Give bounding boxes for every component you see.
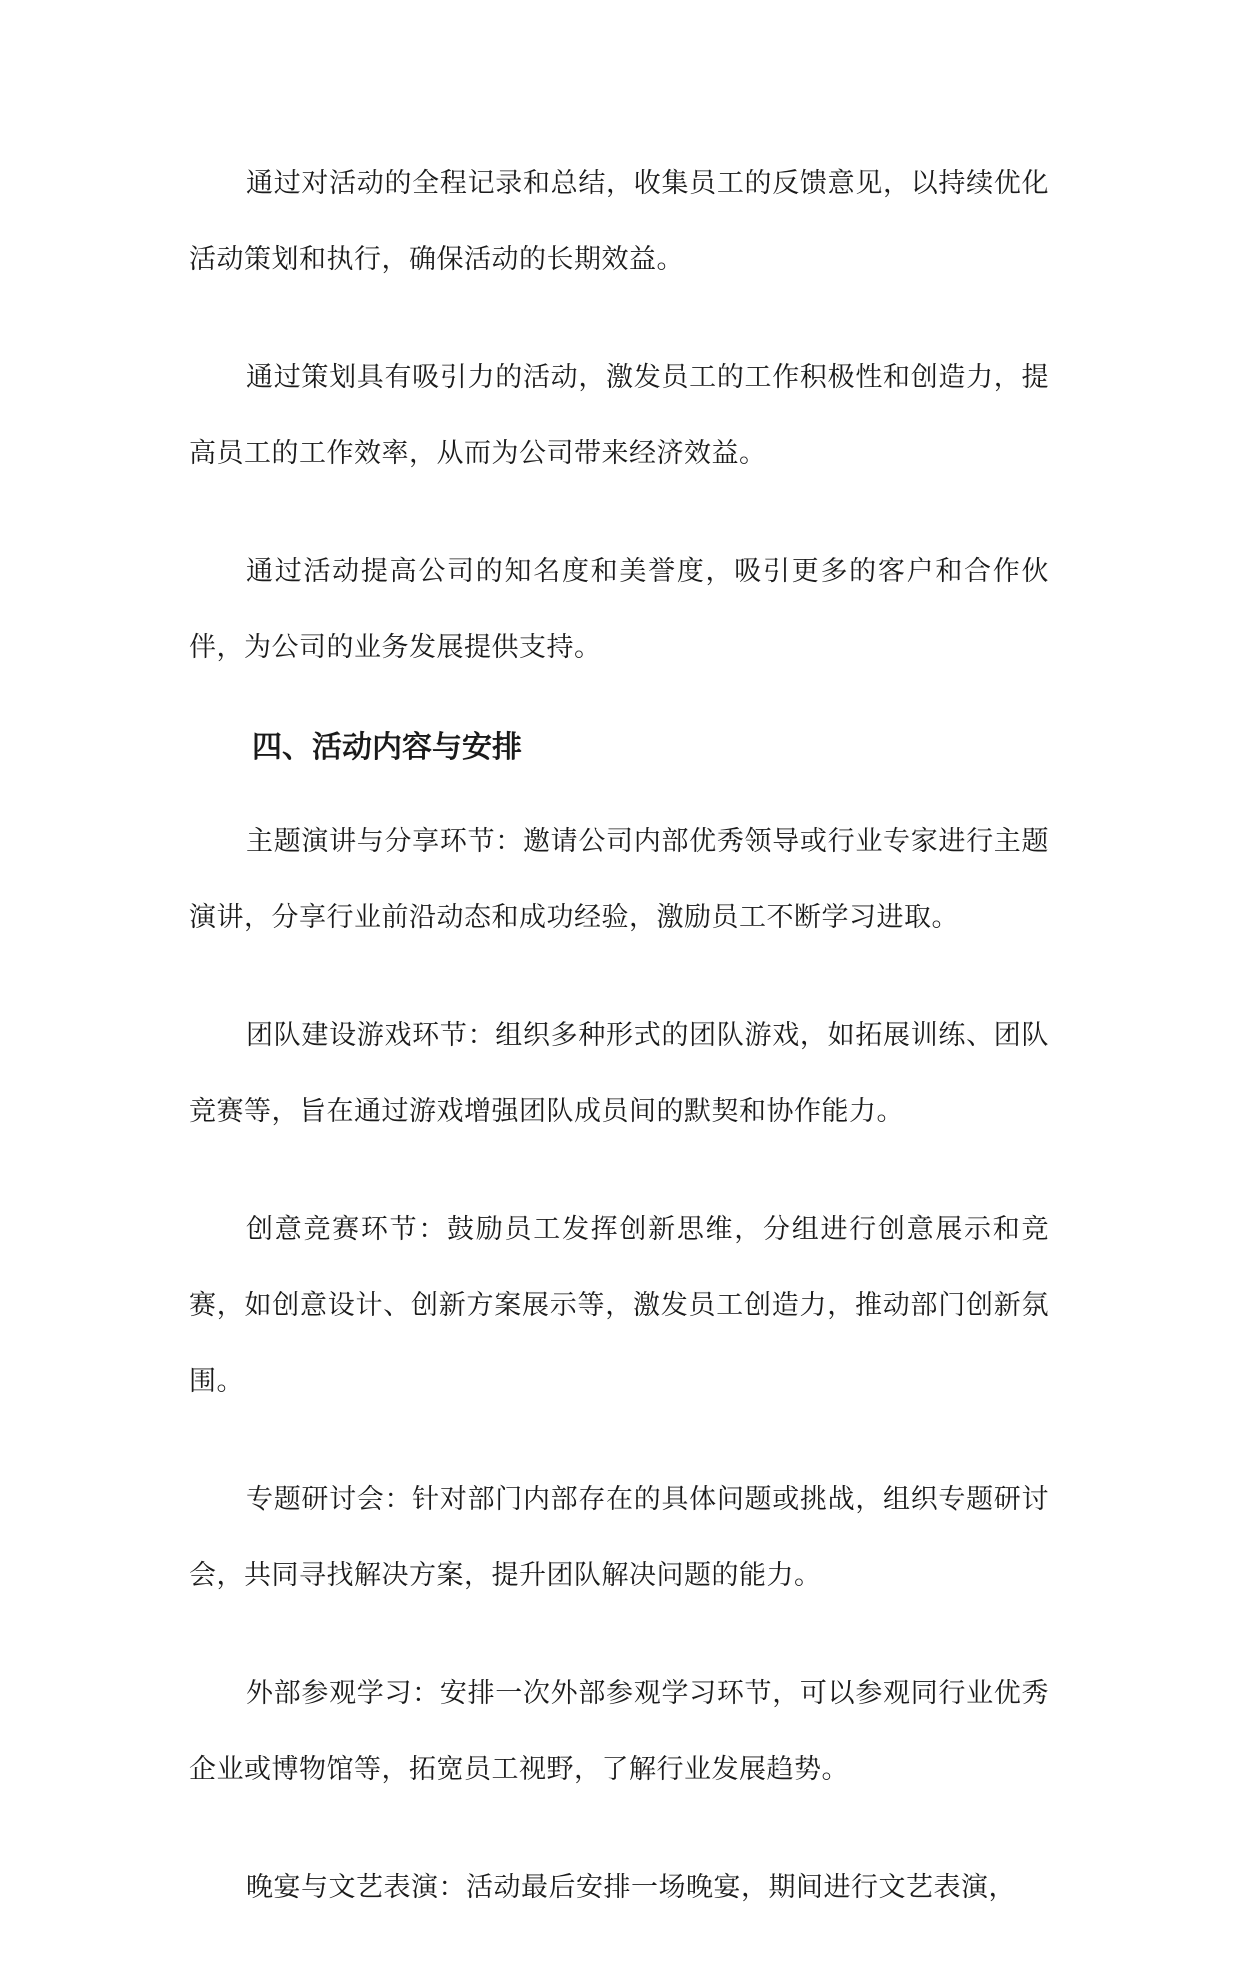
document-body (189, 146, 1049, 1968)
paragraph-feedback: 通过对活动的全程记录和总结，收集员工的反馈意见，以持续优化活动策划和执行，确保活动的长期效益。 (189, 168, 1049, 275)
paragraph-team-games: 团队建设游戏环节：组织多种形式的团队游戏，如拓展训练、团队竞赛等，旨在通过游戏增强团队成员间的默契和协作能力。 (189, 1020, 1049, 1127)
paragraph-creative-contest: 创意竞赛环节：鼓励员工发挥创新思维，分组进行创意展示和竞赛，如创意设计、创新方案展示等，激发员工创造力，推动部门创新氛围。 (189, 1214, 1049, 1397)
paragraph-banquet: 晚宴与文艺表演：活动最后安排一场晚宴，期间进行文艺表演， (246, 1872, 1016, 1903)
paragraph-keynote: 主题演讲与分享环节：邀请公司内部优秀领导或行业专家进行主题演讲，分享行业前沿动态和成功经验，激励员工不断学习进取。 (189, 826, 1049, 933)
section-heading: 四、活动内容与安排 (252, 730, 522, 765)
paragraph-external-visit: 外部参观学习：安排一次外部参观学习环节，可以参观同行业优秀企业或博物馆等，拓宽员工视野，了解行业发展趋势。 (189, 1678, 1049, 1785)
paragraph-seminar: 专题研讨会：针对部门内部存在的具体问题或挑战，组织专题研讨会，共同寻找解决方案，提升团队解决问题的能力。 (189, 1484, 1049, 1591)
paragraph-motivation: 通过策划具有吸引力的活动，激发员工的工作积极性和创造力，提高员工的工作效率，从而为公司带来经济效益。 (189, 362, 1049, 469)
paragraph-reputation: 通过活动提高公司的知名度和美誉度，吸引更多的客户和合作伙伴，为公司的业务发展提供支持。 (189, 556, 1049, 663)
